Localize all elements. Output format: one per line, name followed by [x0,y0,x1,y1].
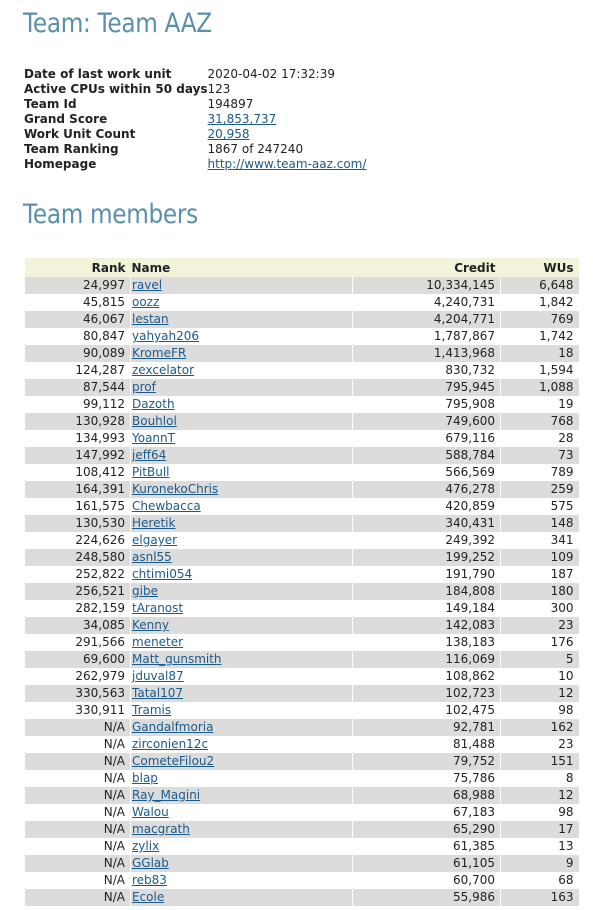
member-name-cell [131,821,353,838]
member-name-link[interactable]: Kenny [132,618,169,632]
member-name-link[interactable]: Dazoth [132,397,175,411]
member-row [25,311,579,328]
member-wus: 575 [501,498,579,515]
member-wus: 162 [501,719,579,736]
member-wus: 1,842 [501,294,579,311]
member-row [25,447,579,464]
member-name-link[interactable]: meneter [132,635,184,649]
member-name-cell [131,311,353,328]
member-wus: 98 [501,702,579,719]
member-name-cell [131,583,353,600]
member-rank: 69,600 [25,651,131,668]
member-name-cell [131,719,353,736]
member-name-cell [131,532,353,549]
member-name-link[interactable]: lestan [132,312,169,326]
page-title: Team: Team AAZ [23,8,212,39]
member-name-link[interactable]: KuronekoChris [132,482,219,496]
member-row [25,583,579,600]
member-name-link[interactable]: KromeFR [132,346,187,360]
member-name-cell [131,838,353,855]
member-wus: 151 [501,753,579,770]
member-name-cell [131,396,353,413]
member-row [25,719,579,736]
member-credit: 102,475 [353,702,501,719]
member-credit: 340,431 [353,515,501,532]
member-wus: 768 [501,413,579,430]
team-info-row [24,82,366,97]
member-name-link[interactable]: Heretik [132,516,176,530]
member-credit: 116,069 [353,651,501,668]
team-info-label: Grand Score [24,112,108,126]
member-row [25,464,579,481]
member-name-cell [131,362,353,379]
member-credit: 1,787,867 [353,328,501,345]
member-rank: 262,979 [25,668,131,685]
member-wus: 19 [501,396,579,413]
member-credit: 249,392 [353,532,501,549]
team-info-value [208,127,367,142]
member-row [25,345,579,362]
member-name-cell [131,430,353,447]
member-credit: 60,700 [353,872,501,889]
member-credit: 749,600 [353,413,501,430]
member-name-cell [131,685,353,702]
member-row [25,362,579,379]
team-info-value: 2020-04-02 17:32:39 [207,67,335,81]
member-wus: 5 [501,651,579,668]
team-info-link[interactable]: http://www.team-aaz.com/ [207,157,367,171]
member-name-cell [131,872,353,889]
member-credit: 81,488 [353,736,501,753]
member-rank: 108,412 [25,464,131,481]
member-credit: 55,986 [353,889,501,906]
member-rank: N/A [25,872,131,889]
member-wus: 789 [501,464,579,481]
member-rank: 248,580 [25,549,131,566]
member-name-link[interactable]: elgayer [132,533,178,547]
member-wus: 17 [501,821,579,838]
member-wus: 12 [501,787,579,804]
member-name-link[interactable]: reb83 [132,873,167,887]
team-info-row [24,127,366,142]
member-credit: 61,385 [353,838,501,855]
member-row [25,736,579,753]
team-info-value: 123 [207,82,231,96]
team-info-label: Active CPUs within 50 days [24,82,208,96]
name-column-header[interactable]: Name [131,258,353,277]
member-name-cell [131,736,353,753]
member-name-link[interactable]: Walou [132,805,169,819]
member-name-link[interactable]: Gandalfmoria [132,720,214,734]
team-info-link[interactable]: 20,958 [207,127,250,141]
team-info-row [24,142,366,157]
member-credit: 4,204,771 [353,311,501,328]
member-wus: 68 [501,872,579,889]
member-name-link[interactable]: Tatal107 [132,686,183,700]
member-row [25,770,579,787]
member-credit: 199,252 [353,549,501,566]
member-row [25,277,579,294]
member-name-link[interactable]: jeff64 [132,448,167,462]
member-name-cell [131,889,353,906]
member-rank: 224,626 [25,532,131,549]
team-info-label: Date of last work unit [24,67,172,81]
member-wus: 8 [501,770,579,787]
member-name-cell [131,515,353,532]
member-rank: 252,822 [25,566,131,583]
member-rank: 34,085 [25,617,131,634]
member-rank: 80,847 [25,328,131,345]
member-wus: 148 [501,515,579,532]
member-rank: N/A [25,753,131,770]
rank-column-header[interactable]: Rank [25,258,131,277]
member-wus: 28 [501,430,579,447]
member-name-cell [131,413,353,430]
member-name-cell [131,566,353,583]
member-wus: 1,088 [501,379,579,396]
member-name-cell [131,617,353,634]
member-rank: 291,566 [25,634,131,651]
member-wus: 180 [501,583,579,600]
member-credit: 142,083 [353,617,501,634]
team-info-value [208,112,367,127]
member-rank: 124,287 [25,362,131,379]
team-info-table [24,67,366,172]
member-row [25,294,579,311]
member-rank: N/A [25,804,131,821]
member-credit: 138,183 [353,634,501,651]
member-name-link[interactable]: jduval87 [132,669,184,683]
member-row [25,855,579,872]
member-row [25,702,579,719]
member-rank: N/A [25,821,131,838]
members-header-row [25,258,579,277]
member-rank: 130,928 [25,413,131,430]
member-credit: 795,908 [353,396,501,413]
member-row [25,481,579,498]
member-credit: 830,732 [353,362,501,379]
team-members-table [24,258,579,906]
member-row [25,396,579,413]
member-name-link[interactable]: chtimi054 [132,567,193,581]
member-wus: 73 [501,447,579,464]
member-rank: 164,391 [25,481,131,498]
member-wus: 13 [501,838,579,855]
member-row [25,685,579,702]
member-name-cell [131,481,353,498]
member-row [25,379,579,396]
member-wus: 6,648 [501,277,579,294]
member-credit: 65,290 [353,821,501,838]
member-name-link[interactable]: Bouhlol [132,414,177,428]
member-name-cell [131,294,353,311]
member-name-link[interactable]: asnl55 [132,550,172,564]
member-credit: 420,859 [353,498,501,515]
member-name-cell [131,447,353,464]
member-name-cell [131,345,353,362]
member-rank: 45,815 [25,294,131,311]
member-credit: 4,240,731 [353,294,501,311]
member-row [25,498,579,515]
member-rank: 134,993 [25,430,131,447]
member-row [25,821,579,838]
member-name-link[interactable]: blap [132,771,158,785]
member-wus: 109 [501,549,579,566]
member-credit: 68,988 [353,787,501,804]
team-members-heading: Team members [23,199,198,230]
member-credit: 108,862 [353,668,501,685]
member-name-link[interactable]: Tramis [132,703,172,717]
member-name-cell [131,464,353,481]
member-rank: 256,521 [25,583,131,600]
team-info-value: 1867 of 247240 [207,142,304,156]
member-name-cell [131,804,353,821]
member-wus: 187 [501,566,579,583]
member-name-cell [131,549,353,566]
member-credit: 79,752 [353,753,501,770]
member-rank: N/A [25,787,131,804]
member-rank: 46,067 [25,311,131,328]
member-row [25,430,579,447]
member-credit: 588,784 [353,447,501,464]
member-rank: N/A [25,736,131,753]
team-info-label: Team Ranking [24,142,119,156]
member-credit: 92,781 [353,719,501,736]
member-row [25,787,579,804]
member-rank: 24,997 [25,277,131,294]
member-wus: 9 [501,855,579,872]
member-name-link[interactable]: Ecole [132,890,165,904]
team-info-label: Team Id [24,97,77,111]
member-name-cell [131,770,353,787]
member-row [25,838,579,855]
member-row [25,889,579,906]
member-credit: 566,569 [353,464,501,481]
member-name-cell [131,498,353,515]
member-row [25,328,579,345]
team-info-row [24,97,366,112]
member-wus: 1,742 [501,328,579,345]
member-name-link[interactable]: yahyah206 [132,329,200,343]
member-name-link[interactable]: Ray_Magini [132,788,201,802]
credit-column-header[interactable]: Credit [353,258,501,277]
member-rank: 90,089 [25,345,131,362]
member-name-link[interactable]: ravel [132,278,163,292]
member-wus: 163 [501,889,579,906]
team-info-label: Work Unit Count [24,127,136,141]
member-row [25,753,579,770]
member-credit: 102,723 [353,685,501,702]
member-rank: 130,530 [25,515,131,532]
wus-column-header[interactable]: WUs [501,258,579,277]
team-info-row [24,112,366,127]
member-name-cell [131,328,353,345]
member-wus: 23 [501,617,579,634]
member-row [25,651,579,668]
member-row [25,532,579,549]
member-wus: 341 [501,532,579,549]
member-row [25,804,579,821]
member-name-link[interactable]: macgrath [132,822,190,836]
member-name-link[interactable]: oozz [132,295,160,309]
member-row [25,600,579,617]
member-credit: 184,808 [353,583,501,600]
member-row [25,634,579,651]
member-name-link[interactable]: CometeFilou2 [132,754,215,768]
member-name-link[interactable]: GGlab [132,856,169,870]
member-name-cell [131,787,353,804]
member-wus: 10 [501,668,579,685]
member-wus: 176 [501,634,579,651]
member-wus: 12 [501,685,579,702]
member-credit: 75,786 [353,770,501,787]
member-name-cell [131,668,353,685]
member-rank: 330,911 [25,702,131,719]
team-info-row [24,157,366,172]
member-name-cell [131,855,353,872]
member-credit: 679,116 [353,430,501,447]
member-row [25,515,579,532]
member-name-cell [131,702,353,719]
team-info-value [208,157,367,172]
member-credit: 1,413,968 [353,345,501,362]
member-credit: 10,334,145 [353,277,501,294]
member-rank: N/A [25,719,131,736]
member-credit: 795,945 [353,379,501,396]
member-rank: N/A [25,838,131,855]
member-wus: 98 [501,804,579,821]
member-row [25,668,579,685]
member-name-link[interactable]: Chewbacca [132,499,201,513]
member-rank: N/A [25,889,131,906]
member-credit: 67,183 [353,804,501,821]
member-rank: N/A [25,770,131,787]
member-row [25,413,579,430]
member-row [25,872,579,889]
member-rank: 161,575 [25,498,131,515]
member-name-link[interactable]: zexcelator [132,363,195,377]
member-rank: 87,544 [25,379,131,396]
member-rank: 99,112 [25,396,131,413]
member-credit: 61,105 [353,855,501,872]
member-name-link[interactable]: zirconien12c [132,737,209,751]
member-name-link[interactable]: zylix [132,839,160,853]
member-row [25,549,579,566]
member-name-link[interactable]: tAranost [132,601,184,615]
member-name-cell [131,753,353,770]
team-info-link[interactable]: 31,853,737 [207,112,277,126]
member-wus: 300 [501,600,579,617]
team-info-row [24,67,366,82]
member-name-link[interactable]: YoannT [132,431,175,445]
member-wus: 18 [501,345,579,362]
member-wus: 1,594 [501,362,579,379]
member-name-cell [131,379,353,396]
member-wus: 769 [501,311,579,328]
member-rank: 147,992 [25,447,131,464]
member-rank: 282,159 [25,600,131,617]
member-name-cell [131,634,353,651]
member-credit: 149,184 [353,600,501,617]
team-info-label: Homepage [24,157,97,171]
member-name-link[interactable]: gibe [132,584,158,598]
member-name-cell [131,277,353,294]
member-name-link[interactable]: PitBull [132,465,170,479]
member-wus: 259 [501,481,579,498]
member-credit: 476,278 [353,481,501,498]
member-row [25,566,579,583]
member-name-cell [131,651,353,668]
member-rank: N/A [25,855,131,872]
member-name-link[interactable]: prof [132,380,156,394]
team-info-value: 194897 [207,97,254,111]
member-row [25,617,579,634]
member-name-link[interactable]: Matt_gunsmith [132,652,222,666]
member-wus: 23 [501,736,579,753]
member-name-cell [131,600,353,617]
member-rank: 330,563 [25,685,131,702]
member-credit: 191,790 [353,566,501,583]
